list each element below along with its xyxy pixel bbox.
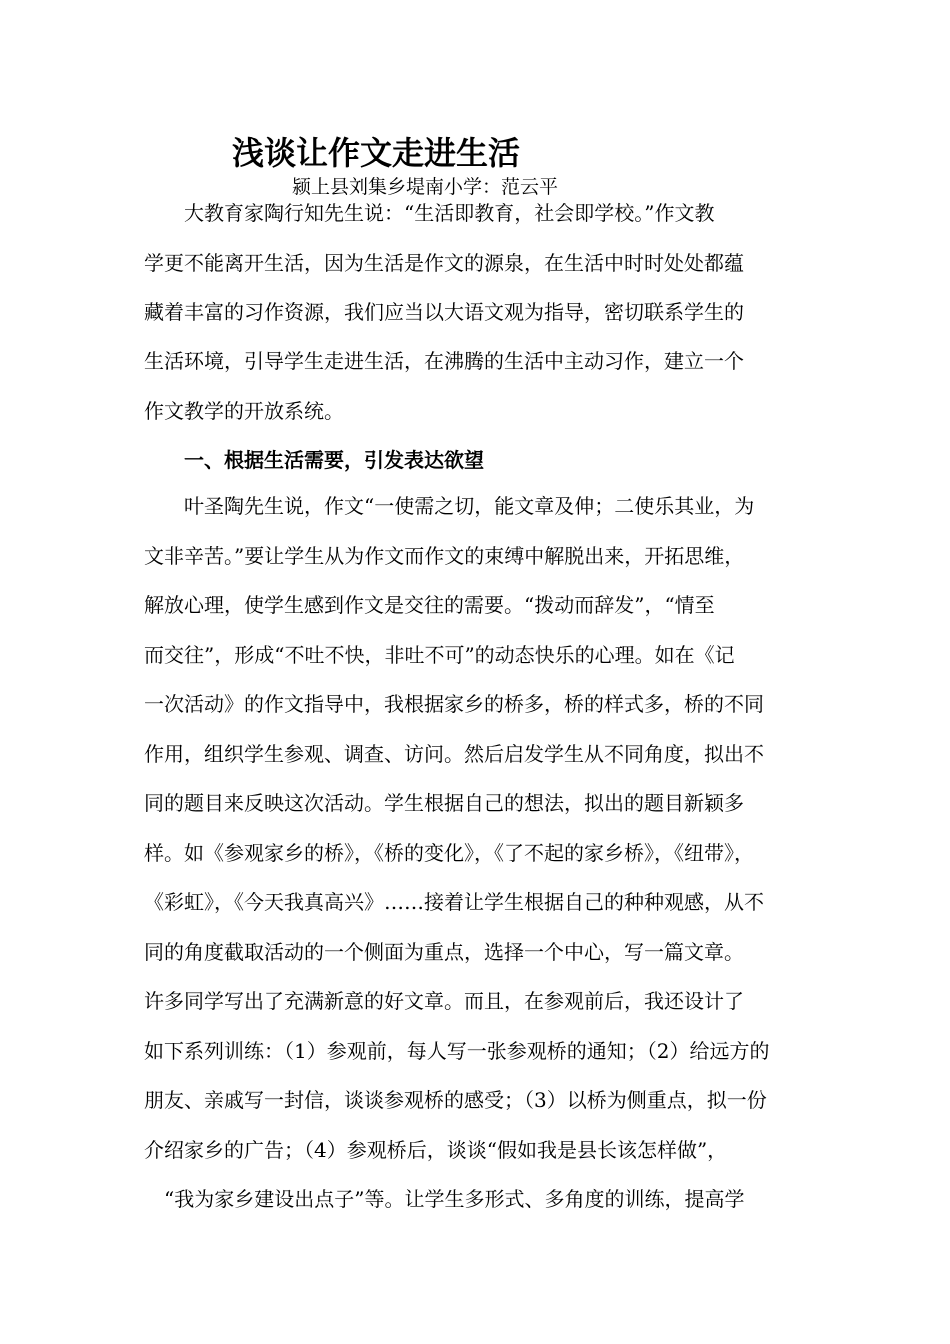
- paragraph-line: 作文教学的开放系统。: [144, 399, 344, 423]
- paragraph-line: 同的角度截取活动的一个侧面为重点，选择一个中心，写一篇文章。: [144, 940, 744, 964]
- section-heading: 一、根据生活需要，引发表达欲望: [144, 448, 484, 472]
- paragraph-line: 样。如《参观家乡的桥》，《桥的变化》，《了不起的家乡桥》，《纽带》，: [144, 841, 754, 865]
- paragraph-line: 作用，组织学生参观、调查、访问。然后启发学生从不同角度，拟出不: [144, 742, 764, 766]
- author-byline: 颍上县刘集乡堤南小学：范云平: [292, 176, 559, 198]
- paragraph-line: 一次活动》的作文指导中，我根据家乡的桥多，桥的样式多，桥的不同: [144, 692, 764, 716]
- paragraph-line: 叶圣陶先生说，作文“一使需之切，能文章及伸；二使乐其业，为: [144, 494, 755, 518]
- paragraph-line: 朋友、亲戚写一封信，谈谈参观桥的感受；（3）以桥为侧重点，拟一份: [144, 1088, 767, 1112]
- paragraph-line: 生活环境，引导学生走进生活，在沸腾的生活中主动习作，建立一个: [144, 349, 744, 373]
- paragraph-line: 许多同学写出了充满新意的好文章。而且，在参观前后，我还设计了: [144, 989, 744, 1013]
- document-title: 浅谈让作文走进生活: [232, 134, 521, 172]
- paragraph-line: 解放心理，使学生感到作文是交往的需要。“拨动而辞发”，“情至: [144, 593, 715, 617]
- paragraph-line: 文非辛苦。”要让学生从为作文而作文的束缚中解脱出来，开拓思维，: [144, 544, 745, 568]
- paragraph-line: “我为家乡建设出点子”等。让学生多形式、多角度的训练，提高学: [144, 1187, 745, 1211]
- paragraph-line: 而交往”，形成“不吐不快，非吐不可”的动态快乐的心理。如在《记: [144, 643, 735, 667]
- paragraph-line: 如下系列训练：（1）参观前，每人写一张参观桥的通知；（2）给远方的: [144, 1039, 770, 1063]
- paragraph-line: 《彩虹》，《今天我真高兴》……接着让学生根据自己的种种观感，从不: [144, 890, 764, 914]
- paragraph-line: 藏着丰富的习作资源，我们应当以大语文观为指导，密切联系学生的: [144, 300, 744, 324]
- paragraph-line: 大教育家陶行知先生说：“生活即教育，社会即学校。”作文教: [144, 201, 715, 225]
- paragraph-line: 同的题目来反映这次活动。学生根据自己的想法，拟出的题目新颖多: [144, 791, 744, 815]
- paragraph-line: 介绍家乡的广告；（4）参观桥后，谈谈“假如我是县长该怎样做”，: [144, 1138, 728, 1162]
- paragraph-line: 学更不能离开生活，因为生活是作文的源泉，在生活中时时处处都蕴: [144, 251, 744, 275]
